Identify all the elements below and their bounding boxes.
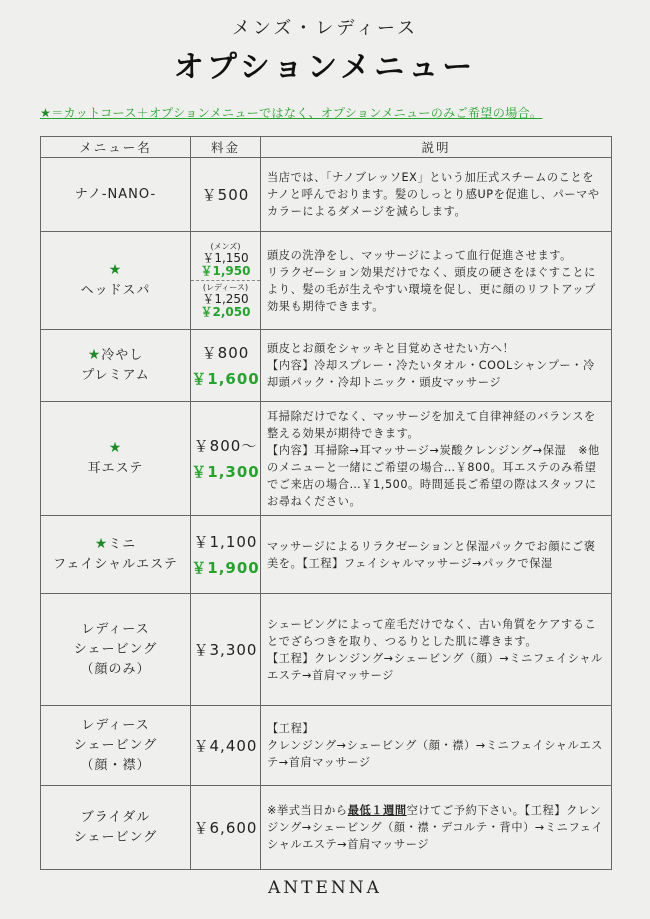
star-icon: ★ (108, 440, 123, 456)
price-cell (191, 158, 261, 232)
menu-name (41, 620, 190, 680)
description-cell (261, 594, 612, 706)
description: 耳掃除だけでなく、マッサージを加えて自律神経のバランスを整える効果が期待できます。 【内容】耳掃除→耳マッサージ→炭酸クレンジング→保湿 ※他のメニューと一緒にご希望の場合…￥800。耳エステのみ希望でご来店の場合…￥1,500。時間延長ご希望の際はスタッフにお尋ねください。 (267, 409, 600, 508)
option-only-price: ￥1,900 (191, 558, 260, 577)
menu-name-text: ヘッドスパ (80, 283, 151, 298)
menu-name-line1: ブライダル (80, 809, 151, 825)
menu-name-line1: 冷やし (101, 348, 144, 363)
table-row (41, 786, 612, 870)
menu-name-line2: シェービング (73, 737, 158, 753)
menu-name (41, 534, 190, 575)
menu-name-cell (41, 516, 191, 594)
header-description: 説明 (261, 137, 612, 158)
description: マッサージによるリラクゼーションと保湿パックでお顔にご褒美を。【工程】フェイシャルマッサージ→パックで保湿 (267, 539, 596, 570)
description: シェービングによって産毛だけでなく、古い角質をケアすることでざらつきを取り、つるりとした肌に導きます。 【工程】クレンジング→シェービング（顔）→ミニフェイシャルエステ→首肩マッサージ (267, 617, 603, 682)
description-cell (261, 232, 612, 330)
menu-name-line2: シェービング (73, 641, 158, 657)
menu-name-line1: ミニ (108, 537, 137, 552)
price: ￥1,100 (193, 532, 258, 551)
table-row (41, 516, 612, 594)
price-cell (191, 402, 261, 516)
description-cell (261, 786, 612, 870)
price: ￥500 (201, 185, 250, 204)
menu-name: ナノ-NANO- (74, 186, 157, 202)
price-cell (191, 594, 261, 706)
table-row (41, 232, 612, 330)
mens-option-only-price: ￥1,950 (200, 264, 251, 278)
menu-name-cell (41, 158, 191, 232)
mens-label: (メンズ) (210, 242, 241, 251)
description-cell (261, 706, 612, 786)
star-note-text: ＝カットコース＋オプションメニューではなく、オプションメニューのみご希望の場合。 (51, 106, 543, 120)
price-cell (191, 232, 261, 330)
page-subtitle: メンズ・レディース (231, 18, 419, 39)
menu-name-line3: （顔のみ） (80, 661, 151, 677)
ladies-option-only-price: ￥2,050 (200, 305, 251, 319)
description-prefix: ※挙式当日から (267, 804, 348, 817)
menu-name-cell (41, 594, 191, 706)
description (261, 799, 611, 856)
description-emphasis: 最低１週間 (347, 804, 407, 817)
description: 当店では、「ナノブレッソEX」という加圧式スチームのことをナノと呼んでおります。髪のしっとり感UPを促進し、パーマやカラーによるダメージを減らします。 (267, 171, 600, 218)
description: 【工程】 クレンジング→シェービング（顔・襟）→ミニフェイシャルエステ→首肩マッサージ (267, 722, 603, 769)
description: 頭皮の洗浄をし、マッサージによって血行促進させます。 リラクゼーション効果だけでなく、頭皮の硬さをほぐすことにより、髪の毛が生えやすい環境を促し、更に顔のリフトアップ効果も期待できます。 (267, 248, 596, 313)
star-icon: ★ (87, 347, 102, 363)
price-cell (191, 516, 261, 594)
table-row (41, 706, 612, 786)
header-menu-name: メニュー名 (41, 137, 191, 158)
price-cell (191, 330, 261, 402)
menu-name-line1: レディース (81, 717, 150, 733)
description-cell (261, 158, 612, 232)
ladies-price: ￥1,250 (202, 292, 249, 306)
menu-name-cell (41, 232, 191, 330)
menu-name-cell (41, 330, 191, 402)
table-row (41, 330, 612, 402)
table-row (41, 594, 612, 706)
option-only-price: ￥1,600 (191, 369, 260, 388)
price: ￥4,400 (193, 736, 258, 755)
description-cell (261, 330, 612, 402)
option-menu-table (40, 136, 612, 870)
price: ￥800 (201, 343, 250, 362)
menu-name-line2: プレミアム (81, 368, 150, 383)
menu-name (41, 345, 190, 386)
header-price: 料金 (191, 137, 261, 158)
star-icon: ★ (94, 536, 109, 552)
option-only-price: ￥1,300 (191, 462, 260, 481)
ladies-price-block (191, 281, 260, 321)
star-icon: ★ (108, 262, 123, 278)
menu-name-line2: シェービング (73, 829, 158, 845)
menu-name-line3: （顔・襟） (80, 757, 151, 773)
description-cell (261, 402, 612, 516)
menu-name (41, 808, 190, 848)
price-cell (191, 786, 261, 870)
menu-name-cell (41, 786, 191, 870)
price: ￥800～ (193, 436, 258, 455)
table-row (41, 158, 612, 232)
menu-name-line2: フェイシャルエステ (53, 557, 178, 572)
menu-name (41, 438, 190, 479)
star-note (40, 104, 620, 121)
description-cell (261, 516, 612, 594)
table-row (41, 402, 612, 516)
menu-name (41, 716, 190, 776)
menu-name (41, 260, 190, 301)
table-header-row (41, 137, 612, 158)
mens-price: ￥1,150 (202, 251, 249, 265)
price-cell (191, 706, 261, 786)
description: 頭皮とお顔をシャッキと目覚めさせたい方へ！ 【内容】冷却スプレー・冷たいタオル・COOLシャンプー・冷却頭パック・冷却トニック・頭皮マッサージ (267, 342, 595, 389)
menu-name-cell (41, 402, 191, 516)
page-title: オプションメニュー (173, 50, 477, 85)
menu-name-line1: レディース (81, 621, 150, 637)
ladies-label: (レディース) (202, 283, 249, 292)
star-icon: ★ (40, 106, 52, 120)
menu-name-cell (41, 706, 191, 786)
mens-price-block (191, 240, 260, 281)
menu-name-text: 耳エステ (87, 461, 144, 476)
price: ￥6,600 (193, 818, 258, 837)
price: ￥3,300 (193, 640, 258, 659)
description-suffix: 空けてご予約下さい。【工程】クレンジング→シェービング（顔・襟・デコルテ・背中）→ミニフェイシャルエステ→首肩マッサージ (267, 804, 604, 851)
brand-logo: ANTENNA (268, 878, 382, 898)
